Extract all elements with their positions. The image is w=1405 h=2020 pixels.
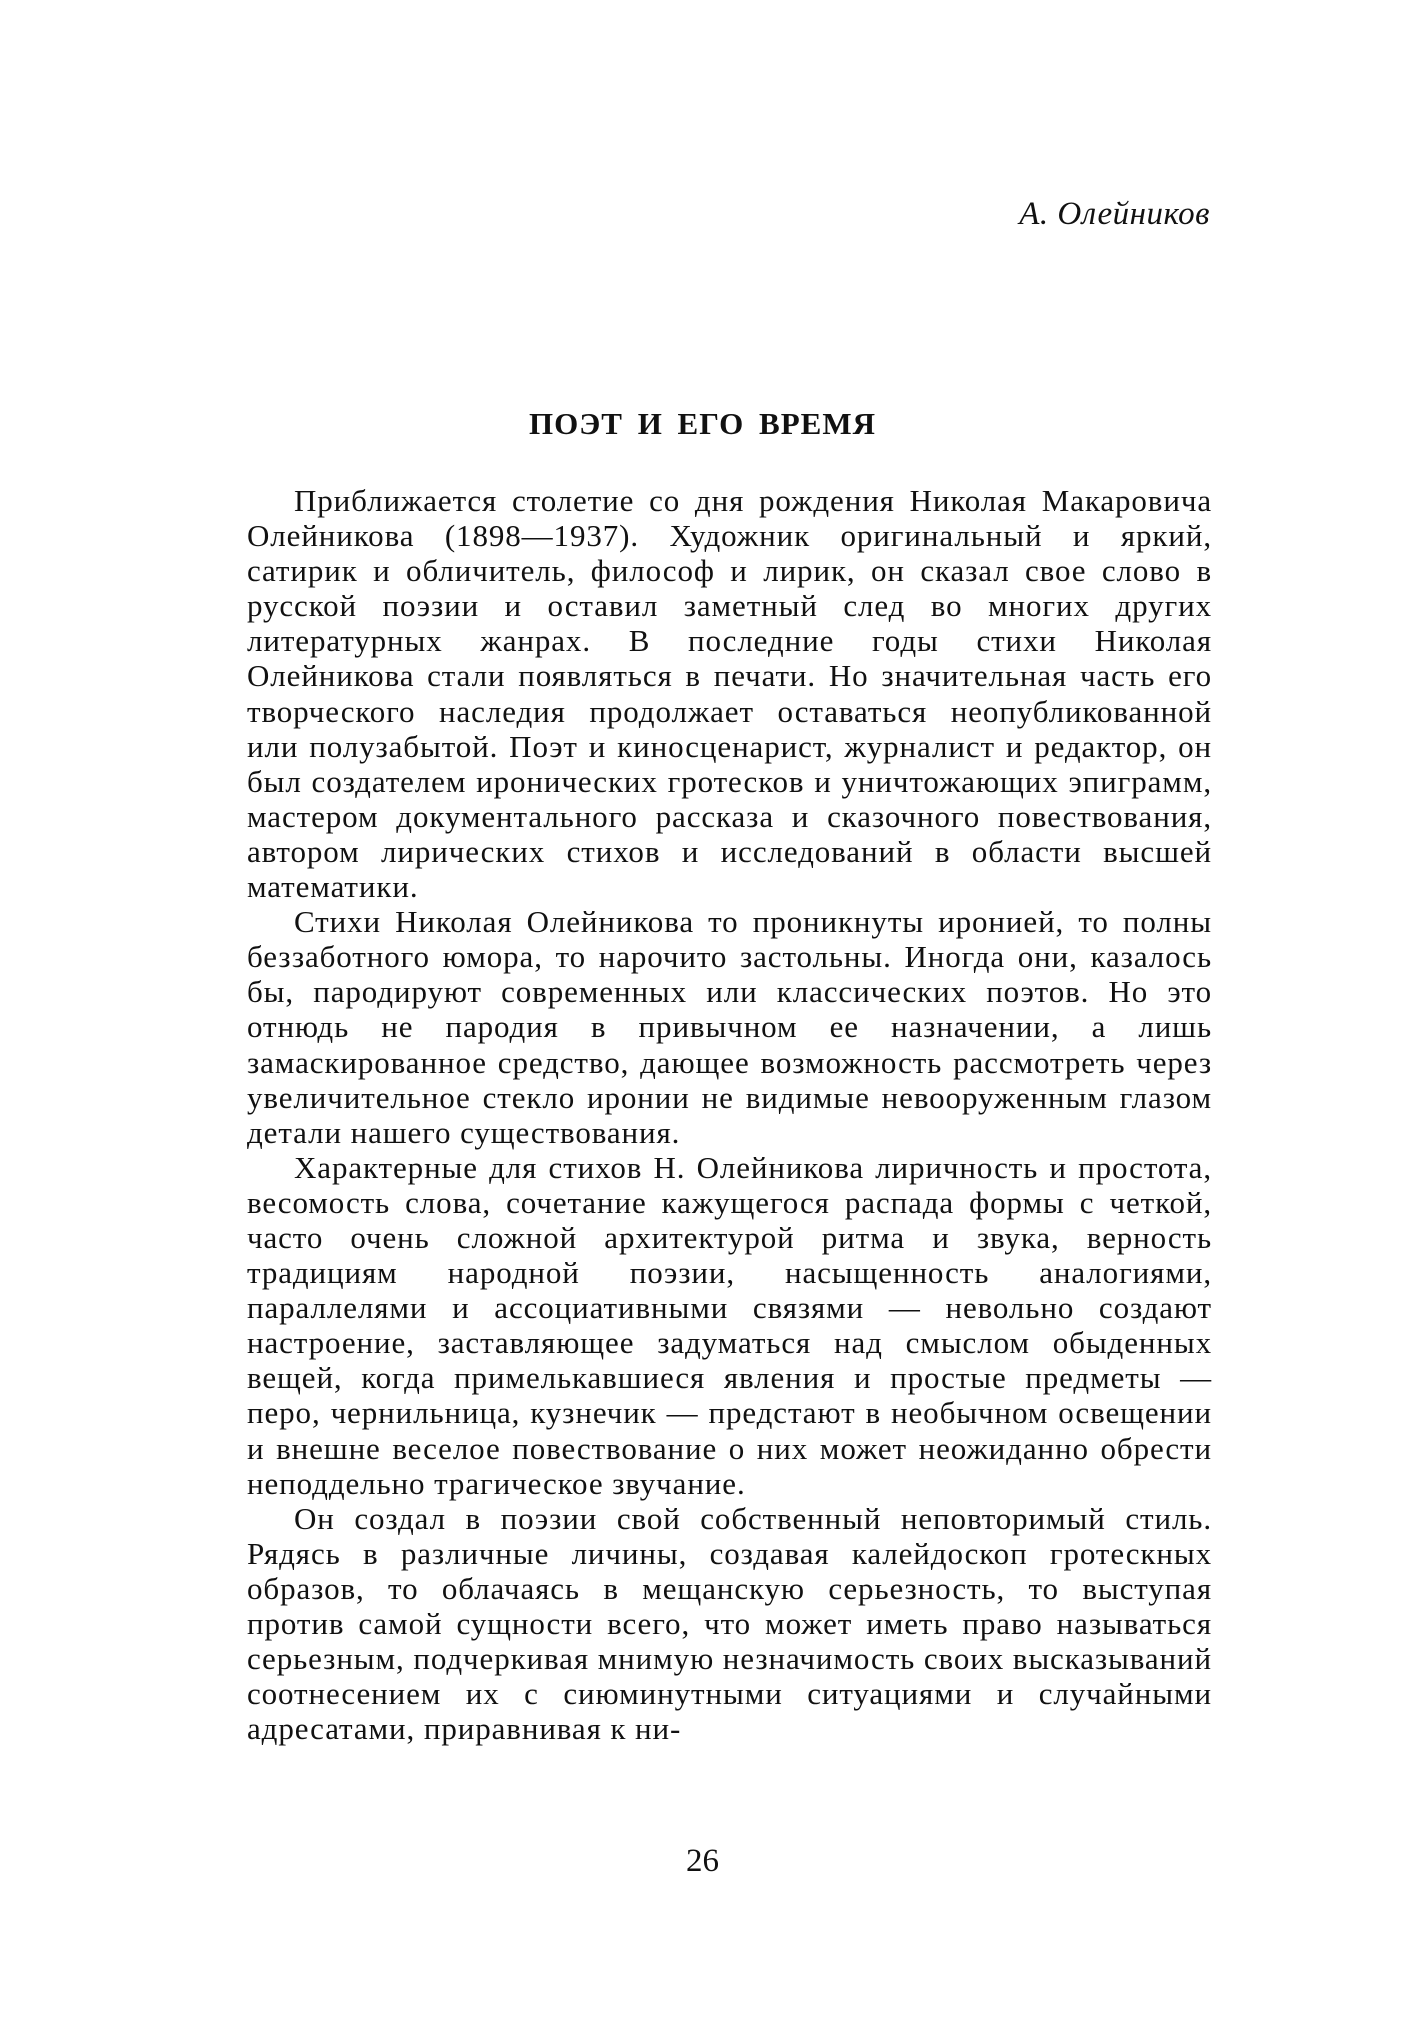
page-number: 26 bbox=[686, 1843, 719, 1879]
paragraph: Он создал в поэзии свой собственный неповторимый стиль. Рядясь в различные личины, создавая калейдоскоп гротескных образов, то облачаясь в мещанскую серьезность, то выступая против самой сущности всего, что может иметь право называться серьезным, подчеркивая мнимую незначимость своих высказываний соотнесением их с сиюминутными ситуациями и случайными адресатами, приравнивая к ни- bbox=[247, 1500, 1212, 1747]
running-header-author: А. Олейников bbox=[1019, 196, 1210, 232]
paragraph: Характерные для стихов Н. Олейникова лиричность и простота, весомость слова, сочетание кажущегося распада формы с четкой, часто очень сложной архитектурой ритма и звука, верность традициям народной поэзии, насыщенность аналогиями, параллелями и ассоциативными связями — невольно создают настроение, заставляющее задуматься над смыслом обыденных вещей, когда примелькавшиеся явления и простые предметы — перо, чернильница, кузнечик — предстают в необычном освещении и внешне веселое повествование о них может неожиданно обрести неподдельно трагическое звучание. bbox=[247, 1149, 1212, 1501]
paragraph: Стихи Николая Олейникова то проникнуты иронией, то полны беззаботного юмора, то нарочито застольны. Иногда они, казалось бы, пародируют современных или классических поэтов. Но это отнюдь не пародия в привычном ее назначении, а лишь замаскированное средство, дающее возможность рассмотреть через увеличительное стекло иронии не видимые невооруженным глазом детали нашего существования. bbox=[247, 904, 1212, 1150]
article-body bbox=[247, 483, 1212, 1746]
paragraph: Приближается столетие со дня рождения Николая Макаровича Олейникова (1898—1937). Художник оригинальный и яркий, сатирик и обличитель, философ и лирик, он сказал свое слово в русской поэзии и оставил заметный след во многих других литературных жанрах. В последние годы стихи Николая Олейникова стали появляться в печати. Но значительная часть его творческого наследия продолжает оставаться неопубликованной или полузабытой. Поэт и киносценарист, журналист и редактор, он был создателем иронических гротесков и уничтожающих эпиграмм, мастером документального рассказа и сказочного повествования, автором лирических стихов и исследований в области высшей математики. bbox=[247, 483, 1212, 905]
article-title: ПОЭТ И ЕГО ВРЕМЯ bbox=[529, 406, 876, 441]
